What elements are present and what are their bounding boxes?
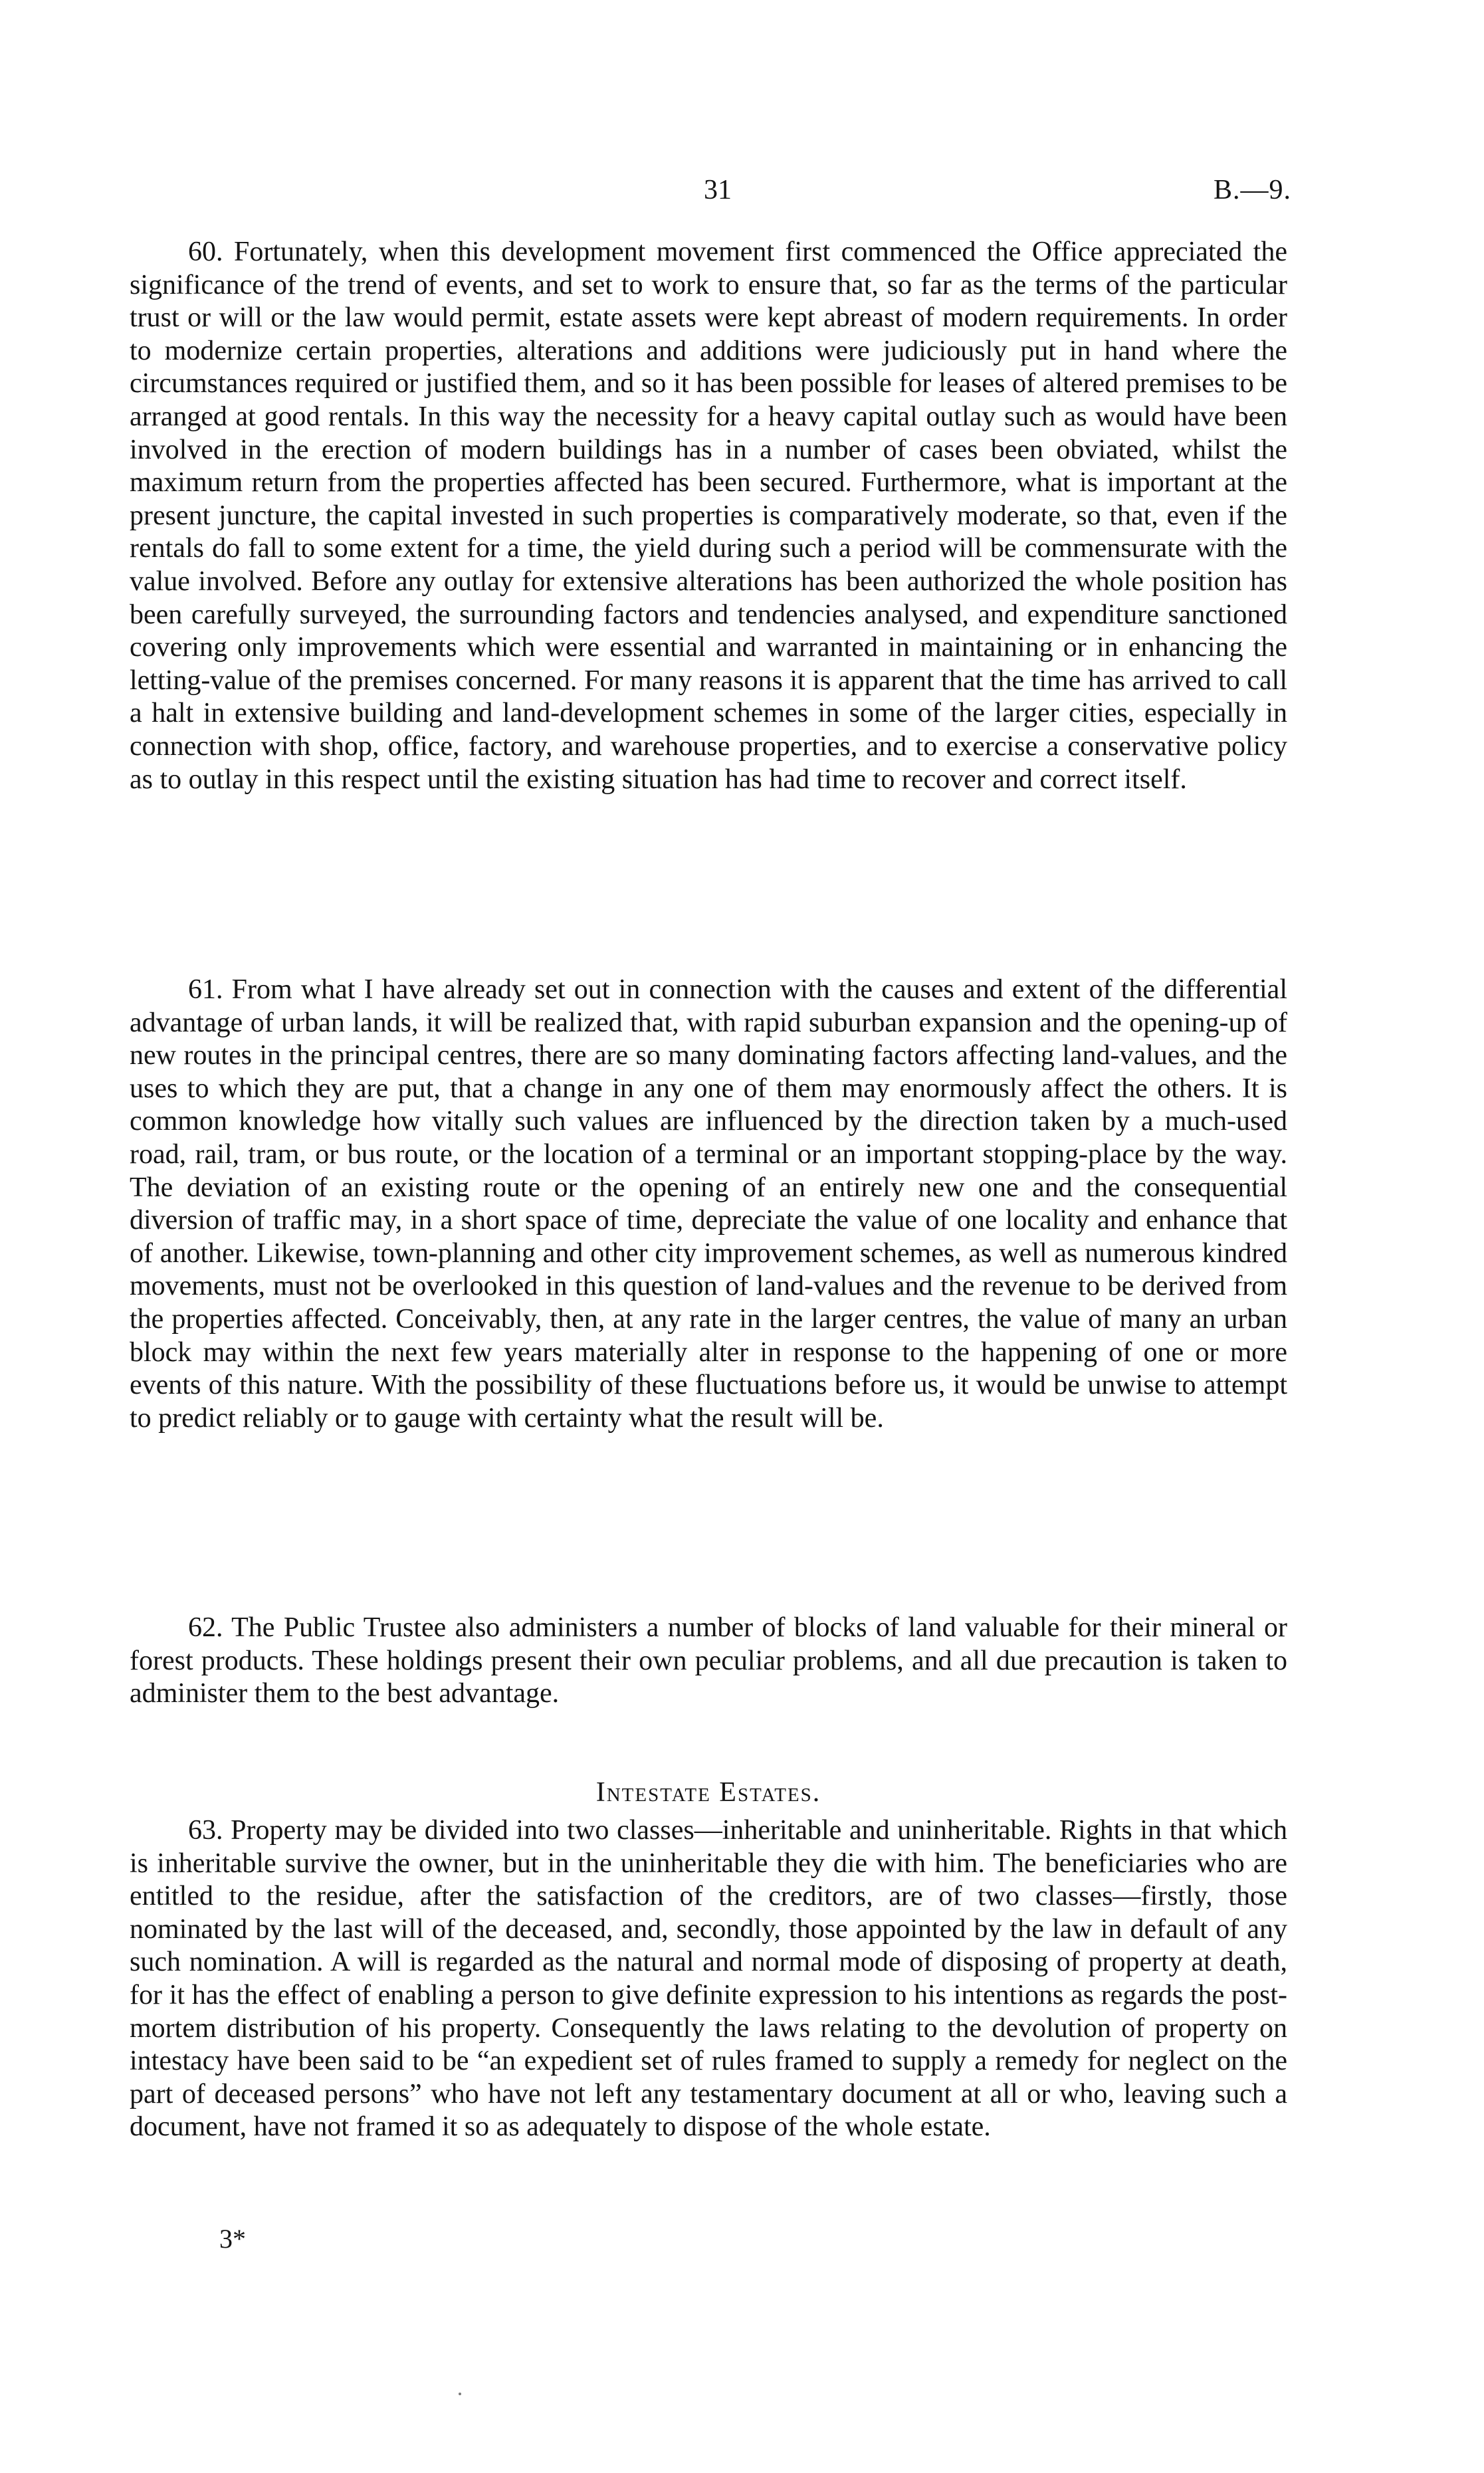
paragraph-62: 62. The Public Trustee also administers a number of blocks of land valuable for their mineral or forest products. These holdings present their own peculiar problems, and all due precaution is taken to administer them to the best advantage. [130, 1612, 1287, 1709]
paragraph-63: 63. Property may be divided into two classes—inheritable and uninheritable. Rights in that which is inheritable survive the owner, but in the uninheritable they die with him. The beneficiaries who are entitled to the residue, after the satisfaction of the creditors, are of two classes—firstly, those nominated by the last will of the deceased, and, secondly, those appointed by the law in default of any such nomination. A will is regarded as the natural and normal mode of disposing of property at death, for it has the effect of enabling a person to give definite expression to his intentions as regards the post-mortem distribution of his property. Consequently the laws relating to the devolution of property on intestacy have been said to be “an expedient set of rules framed to supply a remedy for neglect on the part of deceased persons” who have not left any testamentary document at all or who, leaving such a document, have not framed it so as adequately to dispose of the whole estate. [130, 1815, 1287, 2143]
body-text [130, 236, 1287, 2319]
document-reference: B.—9. [1213, 175, 1291, 205]
paragraph-61: 61. From what I have already set out in connection with the causes and extent of the differential advantage of urban lands, it will be realized that, with rapid suburban expansion and the opening-up of new routes in the principal centres, there are so many dominating factors affecting land-values, and the uses to which they are put, that a change in any one of them may enormously affect the others. It is common knowledge how vitally such values are influenced by the direction taken by a much-used road, rail, tram, or bus route, or the location of a terminal or an important stopping-place by the way. The deviation of an existing route or the opening of an entirely new one and the consequential diversion of traffic may, in a short space of time, depreciate the value of one locality and enhance that of another. Likewise, town-planning and other city improvement schemes, as well as numerous kindred movements, must not be overlooked in this question of land-values and the revenue to be derived from the properties affected. Conceivably, then, at any rate in the larger centres, the value of many an urban block may within the next few years materially alter in response to the happening of one or more events of this nature. With the possibility of these fluctuations before us, it would be unwise to attempt to predict reliably or to gauge with certainty what the result will be. [130, 974, 1287, 1434]
page-header [0, 174, 1484, 214]
section-heading: Intestate Estates. [595, 1777, 821, 1808]
page-speck [459, 2393, 461, 2395]
paragraph-60: 60. Fortunately, when this development movement first commenced the Office appreciated the significance of the trend of events, and set to work to ensure that, so far as the terms of the particular trust or will or the law would permit, estate assets were kept abreast of modern requirements. In order to modernize certain properties, alterations and additions were judiciously put in hand where the circumstances required or justified them, and so it has been possible for leases of altered premises to be arranged at good rentals. In this way the necessity for a heavy capital outlay such as would have been involved in the erection of modern buildings has in a number of cases been obviated, whilst the maximum return from the properties affected has been secured. Furthermore, what is important at the present juncture, the capital invested in such properties is comparatively moderate, so that, even if the rentals do fall to some extent for a time, the yield during such a period will be commensurate with the value involved. Before any outlay for extensive alterations has been authorized the whole position has been carefully surveyed, the surrounding factors and tendencies analysed, and expenditure sanctioned covering only improvements which were essential and warranted in maintaining or in enhancing the letting-value of the premises concerned. For many reasons it is apparent that the time has arrived to call a halt in extensive building and land-development schemes in some of the larger cities, especially in connection with shop, office, factory, and warehouse properties, and to exercise a conservative policy as to outlay in this respect until the existing situation has had time to recover and correct itself. [130, 237, 1287, 795]
signature-mark: 3* [219, 2224, 246, 2254]
page-number: 31 [704, 175, 732, 205]
